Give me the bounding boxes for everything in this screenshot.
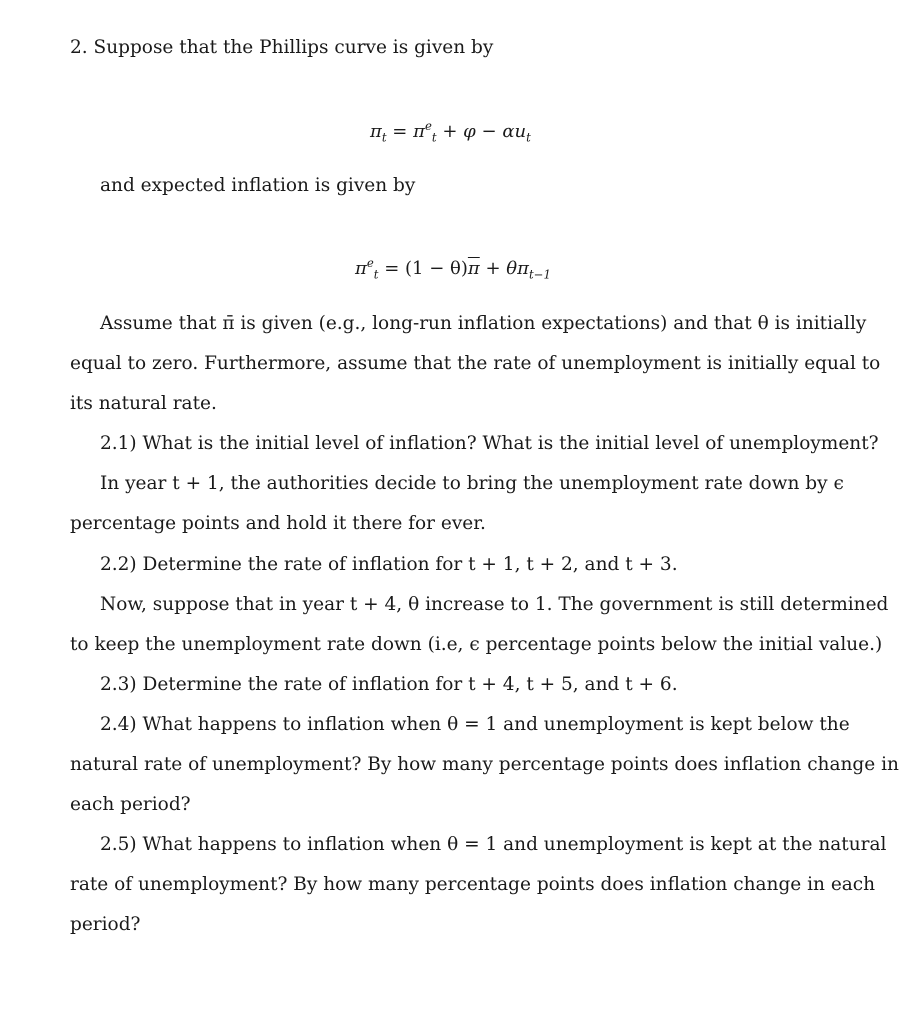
eq2-lhs-sub: t	[373, 267, 379, 282]
eq1-term3-sub: t	[526, 130, 531, 145]
para-line: In year t + 1, the authorities decide to bring the unemployment rate down by ϵ	[100, 473, 844, 494]
eq2-part2: θπ	[506, 258, 529, 279]
eq2-pibar: $\overline{\pi}$	[467, 258, 480, 279]
eq1-op1: +	[442, 121, 458, 142]
eq1-term1-sub: t	[431, 130, 437, 145]
para-line: equal to zero. Furthermore, assume that the rate of unemployment is initially equal to	[70, 353, 881, 374]
eq2-lhs: π	[355, 258, 367, 279]
para-line: percentage points and hold it there for ever.	[70, 513, 486, 534]
eq1-rel: =	[392, 121, 408, 142]
eq1-term1: π	[413, 121, 425, 142]
eq1-term3: αu	[502, 121, 527, 142]
para-line: each period?	[70, 794, 191, 815]
mid-text: and expected inflation is given by	[100, 175, 416, 196]
eq2-part1: (1 − θ)	[405, 258, 468, 279]
para-line: to keep the unemployment rate down (i.e, ϵ percentage points below the initial value.)	[70, 634, 883, 655]
para-line: rate of unemployment? By how many percentage points does inflation change in each	[70, 874, 876, 895]
eq1-lhs: π	[370, 121, 382, 142]
problem-intro: 2. Suppose that the Phillips curve is given by	[70, 37, 494, 58]
question-2-2: 2.2) Determine the rate of inflation for t + 1, t + 2, and t + 3.	[100, 554, 678, 575]
expected-inflation-equation	[355, 257, 551, 281]
para-line: Assume that π̄ is given (e.g., long-run inflation expectations) and that θ is initially	[100, 313, 867, 334]
question-2-5: 2.5) What happens to inflation when θ = 1 and unemployment is kept at the natural	[100, 834, 887, 855]
eq2-part2-sub: t−1	[528, 267, 551, 282]
eq1-term2: φ	[463, 121, 476, 142]
eq2-op: +	[485, 258, 501, 279]
para-line: Now, suppose that in year t + 4, θ increase to 1. The government is still determined	[100, 594, 889, 615]
eq1-lhs-sub: t	[381, 130, 387, 145]
question-2-3: 2.3) Determine the rate of inflation for t + 4, t + 5, and t + 6.	[100, 674, 678, 695]
eq1-op2: −	[481, 121, 497, 142]
para-line: period?	[70, 914, 141, 935]
phillips-curve-equation	[370, 120, 531, 144]
eq1-term1-sup: e	[424, 119, 432, 133]
question-2-1: 2.1) What is the initial level of inflation? What is the initial level of unemployment?	[100, 433, 879, 454]
para-line: its natural rate.	[70, 393, 217, 414]
eq2-rel: =	[384, 258, 400, 279]
question-2-4: 2.4) What happens to inflation when θ = 1 and unemployment is kept below the	[100, 714, 850, 735]
eq2-lhs-sup: e	[366, 256, 374, 270]
para-line: natural rate of unemployment? By how many percentage points does inflation change in	[70, 754, 899, 775]
